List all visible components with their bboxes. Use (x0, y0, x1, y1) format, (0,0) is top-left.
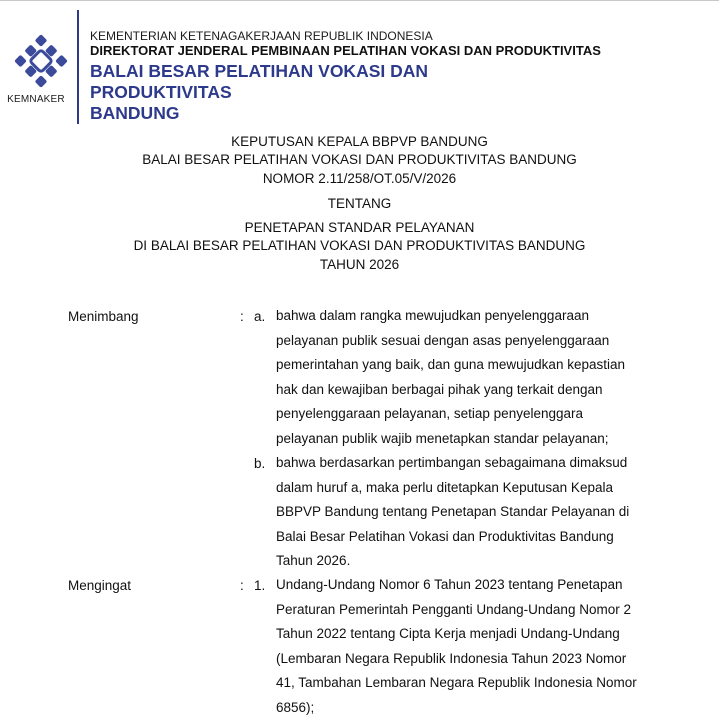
decree-title-line1: KEPUTUSAN KEPALA BBPVP BANDUNG (0, 134, 719, 149)
institution-name-line2: BANDUNG (90, 103, 179, 123)
text-line: (Lembaran Negara Republik Indonesia Tahun 2023 Nomor (276, 647, 654, 672)
text-line: bahwa berdasarkan pertimbangan sebagaimana dimaksud (276, 451, 654, 476)
mengingat-colon: : (240, 578, 244, 593)
institution-name-line1: BALAI BESAR PELATIHAN VOKASI DAN PRODUKTIVITAS (90, 61, 428, 102)
text-line: dalam huruf a, maka perlu ditetapkan Keputusan Kepala (276, 476, 654, 501)
decree-title-line2: BALAI BESAR PELATIHAN VOKASI DAN PRODUKTIVITAS BANDUNG (0, 152, 719, 167)
menimbang-a-marker: a. (254, 309, 265, 324)
mengingat-1-marker: 1. (254, 578, 265, 593)
menimbang-b-text (276, 451, 654, 574)
text-line: BBPVP Bandung tentang Penetapan Standar Pelayanan di (276, 500, 654, 525)
text-line: hak dan kewajiban berbagai pihak yang terkait dengan (276, 378, 654, 403)
kemnaker-logo-icon (10, 30, 72, 92)
menimbang-b-marker: b. (254, 456, 265, 471)
text-line: Balai Besar Pelatihan Vokasi dan Produktivitas Bandung (276, 525, 654, 550)
menimbang-label: Menimbang (68, 309, 139, 324)
text-line: 41, Tambahan Lembaran Negara Republik Indonesia Nomor (276, 671, 654, 696)
letterhead-divider (77, 10, 79, 124)
text-line: 6856); (276, 696, 654, 720)
text-line: pelayanan publik sesuai dengan asas penyelenggaraan (276, 329, 654, 354)
logo-caption: KEMNAKER (0, 94, 72, 105)
directorate-name: DIREKTORAT JENDERAL PEMBINAAN PELATIHAN VOKASI DAN PRODUKTIVITAS (90, 43, 601, 58)
institution-name (90, 61, 550, 124)
text-line: Undang-Undang Nomor 6 Tahun 2023 tentang Penetapan (276, 573, 654, 598)
text-line: Tahun 2022 tentang Cipta Kerja menjadi Undang-Undang (276, 622, 654, 647)
menimbang-colon: : (240, 309, 244, 324)
mengingat-1-text (276, 573, 654, 720)
mengingat-label: Mengingat (68, 578, 131, 593)
text-line: bahwa dalam rangka mewujudkan penyelenggaraan (276, 304, 654, 329)
top-border (0, 0, 719, 1)
subject-line2: DI BALAI BESAR PELATIHAN VOKASI DAN PRODUKTIVITAS BANDUNG (0, 238, 719, 253)
text-line: penyelenggaraan pelayanan, setiap penyelenggara (276, 402, 654, 427)
menimbang-a-text (276, 304, 654, 451)
tentang-heading: TENTANG (0, 196, 719, 211)
subject-line1: PENETAPAN STANDAR PELAYANAN (0, 220, 719, 235)
text-line: pelayanan publik wajib menetapkan standar pelayanan; (276, 427, 654, 452)
text-line: Peraturan Pemerintah Pengganti Undang-Undang Nomor 2 (276, 598, 654, 623)
decree-number: NOMOR 2.11/258/OT.05/V/2026 (0, 171, 719, 186)
ministry-name: KEMENTERIAN KETENAGAKERJAAN REPUBLIK INDONESIA (90, 29, 433, 43)
subject-line3: TAHUN 2026 (0, 257, 719, 272)
text-line: pemerintahan yang baik, dan guna mewujudkan kepastian (276, 353, 654, 378)
text-line: Tahun 2026. (276, 549, 654, 574)
